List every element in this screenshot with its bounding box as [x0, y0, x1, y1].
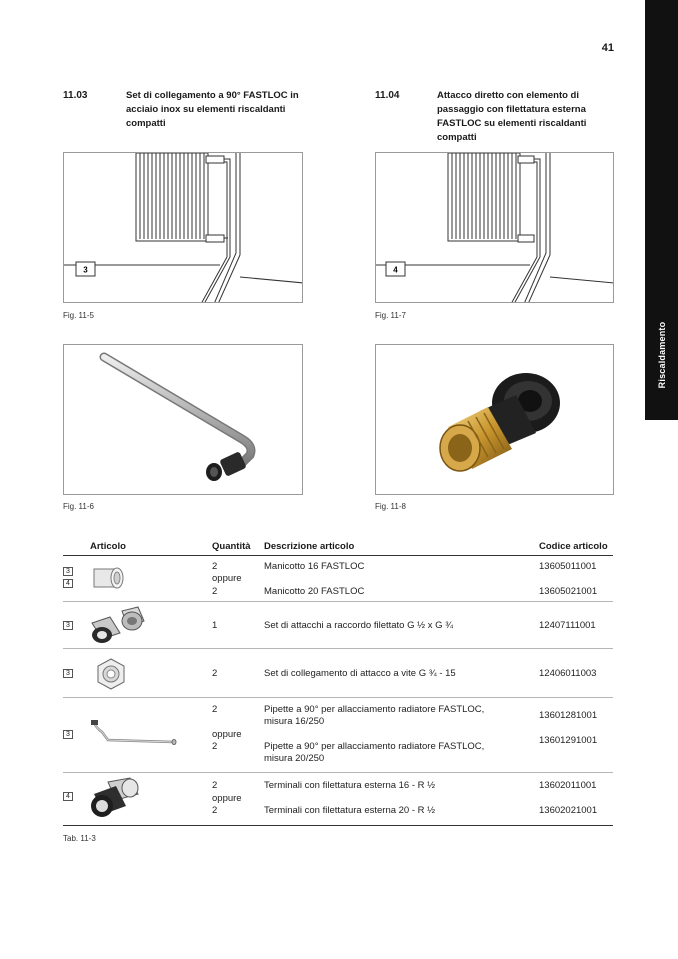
threaded-terminal-thumbnail [86, 776, 142, 820]
reference-marker: 3 [63, 669, 73, 678]
figure-11-8-fitting-photo [375, 344, 614, 495]
row-article-code: 13605011001 [539, 561, 597, 572]
table-header-codice: Codice articolo [539, 541, 608, 552]
radiator-connection-diagram [376, 153, 614, 303]
row-article-code: 13605021001 [539, 586, 598, 597]
table-bottom-rule [63, 825, 613, 826]
section-title-line: acciaio inox su elementi riscaldanti [126, 104, 286, 115]
row-quantity-alt: oppure [212, 793, 242, 804]
row-divider [63, 648, 613, 649]
threaded-connector-set-thumbnail [86, 605, 148, 645]
section-number-1103: 11.03 [63, 90, 88, 101]
section-title-line: Set di collegamento a 90° FASTLOC in [126, 90, 299, 101]
row-description: Manicotto 16 FASTLOC [264, 561, 365, 572]
table-caption: Tab. 11-3 [63, 834, 96, 843]
section-title-line: compatti [437, 132, 477, 143]
row-article-code: 13602021001 [539, 805, 598, 816]
row-description: Manicotto 20 FASTLOC [264, 586, 365, 597]
row-quantity-alt: oppure [212, 573, 242, 584]
chapter-side-tab-label: Riscaldamento [657, 321, 667, 389]
row-quantity: 2 [212, 805, 218, 816]
section-title-line: passaggio con filettatura esterna [437, 104, 586, 115]
row-quantity: 1 [212, 620, 218, 631]
row-description-cont: misura 16/250 [264, 716, 325, 727]
row-article-code: 12406011003 [539, 668, 597, 679]
reference-marker: 4 [63, 579, 73, 588]
figure-11-5-radiator-diagram [63, 152, 303, 303]
section-title-line: Attacco diretto con elemento di [437, 90, 579, 101]
section-title-line: FASTLOC su elementi riscaldanti [437, 118, 587, 129]
table-header-quantita: Quantità [212, 541, 251, 552]
figure-caption: Fig. 11-7 [375, 311, 406, 320]
figure-caption: Fig. 11-6 [63, 502, 94, 511]
row-description: Pipette a 90° per allacciamento radiatore FASTLOC, [264, 741, 485, 752]
reference-marker: 4 [63, 792, 73, 801]
figure-11-7-radiator-diagram [375, 152, 614, 303]
row-description: Terminali con filettatura esterna 20 - R ½ [264, 805, 436, 816]
row-quantity-alt: oppure [212, 729, 242, 740]
row-divider [63, 772, 613, 773]
reference-marker: 3 [63, 567, 73, 576]
bent-pipe-illustration [64, 345, 303, 495]
row-article-code: 13601291001 [539, 735, 598, 746]
row-description-cont: misura 20/250 [264, 753, 325, 764]
reference-marker: 3 [63, 621, 73, 630]
reference-marker: 3 [63, 730, 73, 739]
table-header-rule [63, 555, 613, 556]
figure-11-6-pipe-photo [63, 344, 303, 495]
row-divider [63, 601, 613, 602]
table-header-articolo: Articolo [90, 541, 126, 552]
section-title-1104 [437, 89, 637, 145]
page-number: 41 [601, 42, 614, 54]
screw-connection-set-thumbnail [94, 656, 128, 692]
figure-callout-number: 3 [83, 265, 88, 275]
radiator-pipette-thumbnail [88, 718, 180, 748]
row-quantity: 2 [212, 668, 218, 679]
row-article-code: 13602011001 [539, 780, 597, 791]
section-title-1103 [126, 89, 326, 131]
row-article-code: 12407111001 [539, 620, 596, 631]
table-header-descrizione: Descrizione articolo [264, 541, 355, 552]
row-description: Terminali con filettatura esterna 16 - R ½ [264, 780, 436, 791]
row-description: Set di collegamento di attacco a vite G ¾ - 15 [264, 668, 456, 679]
sleeve-thumbnail [90, 562, 126, 594]
row-quantity: 2 [212, 741, 218, 752]
row-description: Set di attacchi a raccordo filettato G ½ x G ¾ [264, 620, 454, 631]
row-divider [63, 697, 613, 698]
section-title-line: compatti [126, 118, 166, 129]
radiator-connection-diagram [64, 153, 303, 303]
figure-caption: Fig. 11-5 [63, 311, 94, 320]
row-quantity: 2 [212, 780, 218, 791]
row-quantity: 2 [212, 586, 218, 597]
row-quantity: 2 [212, 704, 218, 715]
chapter-side-tab-label-box [648, 312, 676, 412]
threaded-fitting-illustration [376, 345, 614, 495]
figure-callout-number: 4 [393, 265, 398, 275]
figure-caption: Fig. 11-8 [375, 502, 406, 511]
row-description: Pipette a 90° per allacciamento radiatore FASTLOC, [264, 704, 485, 715]
row-article-code: 13601281001 [539, 710, 598, 721]
section-number-1104: 11.04 [375, 90, 400, 101]
row-quantity: 2 [212, 561, 218, 572]
